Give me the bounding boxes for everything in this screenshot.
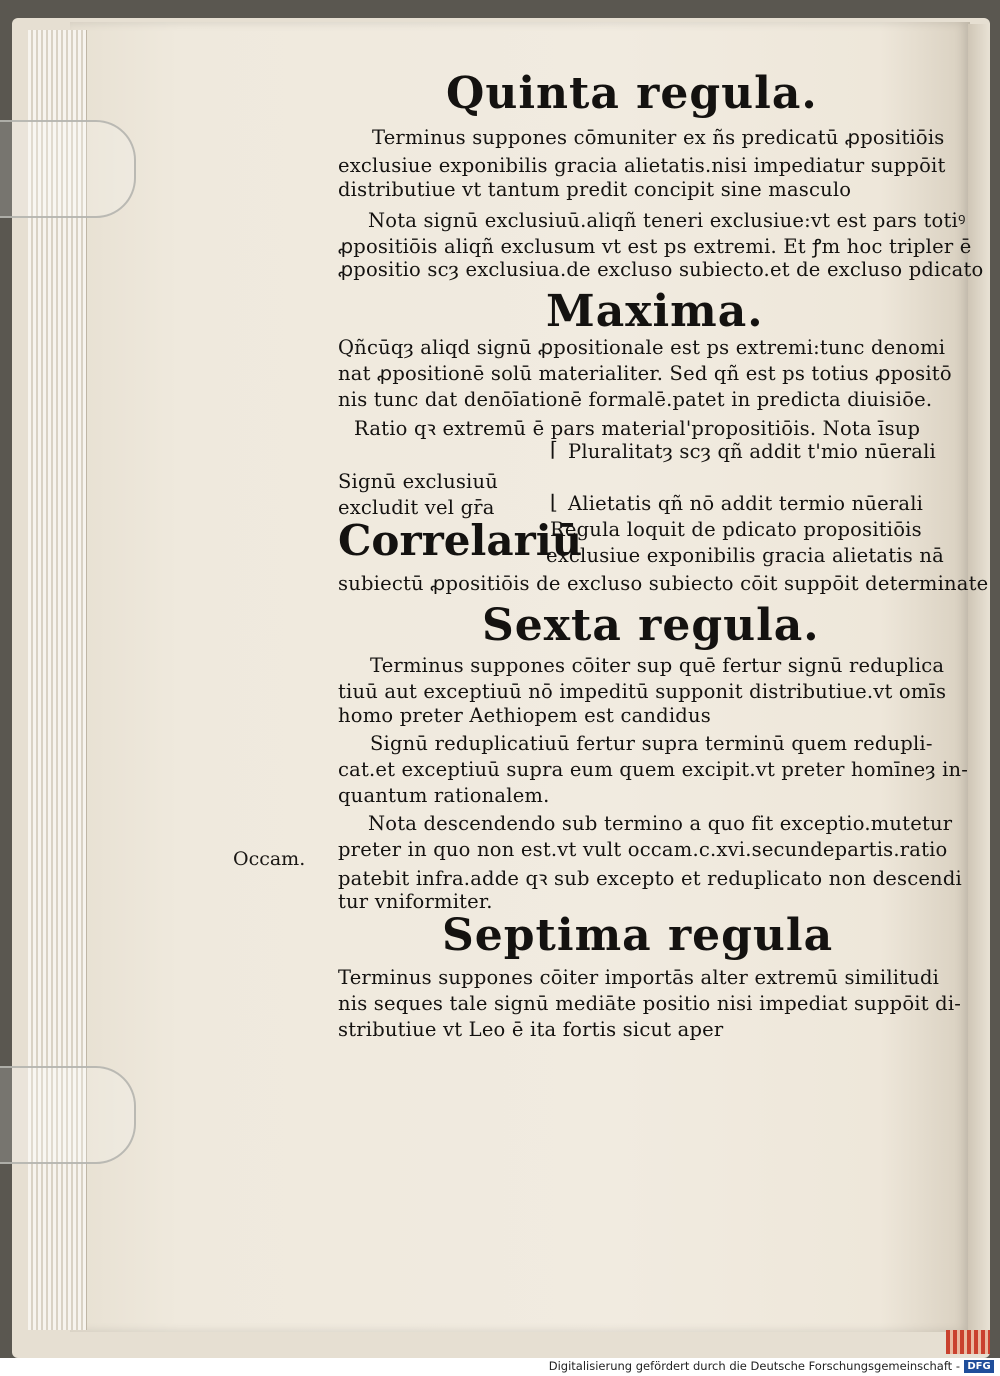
text-line: exclusiue exponibilis gracia alietatis.nisi impediatur suppōit	[338, 154, 946, 177]
heading-sexta-regula: Sexta regula.	[482, 600, 820, 651]
text-line: homo preter Aethiopem est candidus	[338, 704, 711, 727]
text-line: distributiue vt tantum predit concipit sine masculo	[338, 178, 852, 201]
text-line: stributiue vt Leo ē ita fortis sicut aper	[338, 1018, 724, 1041]
correlarium-line: Regula loquit de pdicato propositiōis	[550, 518, 922, 541]
text-line: patebit infra.adde qꝛ sub excepto et reduplicato non descendi	[338, 867, 962, 890]
text-line: Qñcūqȝ aliqd signū ꝓpositionale est ps extremi:tunc denomi	[338, 336, 946, 359]
signum-left-line: excludit vel gr̄a	[338, 496, 495, 519]
text-line: Ratio qꝛ extremū ē pars material'propositiōis. Nota īsup	[354, 417, 921, 440]
text-line: ꝓpositio scȝ exclusiua.de excluso subiecto.et de excluso pdicato	[338, 258, 984, 281]
color-scale-strip	[946, 1330, 990, 1354]
text-line: Signū reduplicatiuū fertur supra terminū quem redupli-	[370, 732, 933, 755]
text-line: tur vniformiter.	[338, 890, 493, 913]
text-line: nis tunc dat denōīationē formalē.patet in predicta diuisiōe.	[338, 388, 933, 411]
text-line: Terminus suppones cōmuniter ex ñs predicatū ꝓpositiōis	[372, 126, 945, 149]
dfg-logo: DFG	[964, 1360, 994, 1373]
book-clip-top	[0, 120, 136, 218]
book-clip-bottom	[0, 1066, 136, 1164]
text-line: tiuū aut exceptiuū nō impeditū supponit distributiue.vt omīs	[338, 680, 947, 703]
correlarium-word: Correlariū	[338, 516, 583, 565]
text-line: nis seques tale signū mediāte positio nisi impediat suppōit di-	[338, 992, 962, 1015]
footer-credit: Digitalisierung gefördert durch die Deutsche Forschungsgemeinschaft -	[548, 1359, 960, 1373]
margin-note-occam: Occam.	[233, 848, 306, 870]
signum-right-line: Alietatis qñ nō addit termio nūerali	[568, 492, 924, 515]
signum-right-line: Pluralitatȝ scȝ qñ addit t'mio nūerali	[568, 440, 936, 463]
text-line: Terminus suppones cōiter importās alter extremū similitudi	[338, 966, 940, 989]
correlarium-line: subiectū ꝓpositiōis de excluso subiecto cōit suppōit determinate	[338, 572, 989, 595]
text-line: cat.et exceptiuū supra eum quem excipit.vt preter homīneȝ in-	[338, 758, 969, 781]
text-line: ꝓpositiōis aliqñ exclusum vt est ps extremi. Et ꝭm hoc tripler ē	[338, 235, 972, 258]
heading-quinta-regula: Quinta regula.	[446, 68, 818, 119]
facing-page-edge	[968, 24, 990, 1334]
text-line: Nota signū exclusiuū.aliqñ teneri exclusiue:vt est pars totiꝰ	[368, 209, 966, 232]
heading-septima-regula: Septima regula	[442, 910, 834, 961]
text-line: Nota descendendo sub termino a quo fit exceptio.mutetur	[368, 812, 953, 835]
correlarium-line: exclusiue exponibilis gracia alietatis nā	[546, 544, 944, 567]
text-line: nat ꝓpositionē solū materialiter. Sed qñ est ps totius ꝓpositō	[338, 362, 952, 385]
heading-maxima: Maxima.	[546, 286, 764, 337]
signum-left-line: Signū exclusiuū	[338, 470, 499, 493]
brace-mark: ⌈	[550, 437, 558, 461]
text-line: quantum rationalem.	[338, 784, 550, 807]
text-line: preter in quo non est.vt vult occam.c.xvi.secundepartis.ratio	[338, 838, 948, 861]
text-line: Terminus suppones cōiter sup quē fertur signū reduplica	[370, 654, 945, 677]
brace-mark: ⌊	[550, 490, 558, 514]
